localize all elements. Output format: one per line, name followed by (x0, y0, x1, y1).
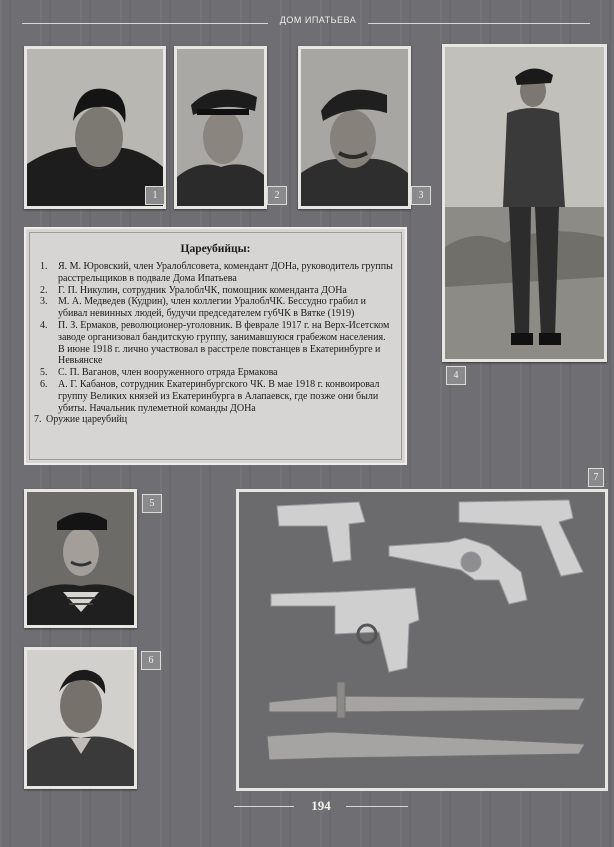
portrait-photo-1 (24, 46, 166, 209)
footer-rule-right (346, 806, 408, 807)
caption-frame (29, 232, 402, 460)
caption-item: 1. Я. М. Юровский, член Уралоблсовета, комендант ДОНа, руководитель группы расстрельщиков в подвале Дома Ипатьева (40, 261, 393, 284)
portrait-image-2 (177, 49, 264, 206)
caption-item: 5. С. П. Ваганов, член вооруженного отряда Ермакова (40, 367, 278, 379)
running-header: ДОМ ИПАТЬЕВА (279, 15, 357, 25)
caption-item: 7. Оружие цареубийц (34, 414, 128, 426)
weapons-photo (236, 489, 608, 791)
portrait-photo-4 (442, 44, 607, 362)
photo-number-6: 6 (141, 651, 161, 670)
caption-item: 4. П. З. Ермаков, революционер-уголовник. В феврале 1917 г. на Верх-Исетском заводе организовал бандитскую группу, занимавшуюся грабежом населения. В июне 1918 г. лично участвовал в расстреле повстанцев в Екатеринбурге и Невьянске (40, 319, 390, 367)
portrait-photo-2 (174, 46, 267, 209)
caption-item: 3. М. А. Медведев (Кудрин), член коллегии УралоблЧК. Бессудно грабил и убивал невинных людей, будучи председателем губЧК в Вятке (1919) (40, 296, 366, 320)
portrait-photo-5 (24, 489, 137, 628)
caption-list (34, 261, 393, 426)
caption-item: 6. А. Г. Кабанов, сотрудник Екатеринбургского ЧК. В мае 1918 г. конвоировал группу Великих князей из Екатеринбурга в Алапаевск, где позже они были убиты. Начальник пулеметной команды ДОНа (40, 378, 380, 414)
weapons-image (239, 492, 605, 788)
portrait-image-3 (301, 49, 408, 206)
portrait-image-6 (27, 650, 134, 786)
portrait-photo-3 (298, 46, 411, 209)
header-rule-left (22, 23, 268, 24)
caption-title: Цареубийцы: (180, 243, 251, 255)
photo-number-2: 2 (267, 186, 287, 205)
photo-number-5: 5 (142, 494, 162, 513)
caption-item: 2. Г. П. Никулин, сотрудник УралоблЧК, помощник коменданта ДОНа (40, 284, 347, 296)
portrait-image-4 (445, 47, 604, 359)
portrait-image-1 (27, 49, 163, 206)
footer-rule-left (234, 806, 294, 807)
portrait-photo-6 (24, 647, 137, 789)
photo-number-4: 4 (446, 366, 466, 385)
caption-box (24, 227, 407, 465)
photo-number-7: 7 (588, 468, 604, 487)
photo-number-3: 3 (411, 186, 431, 205)
page-number: 194 (311, 798, 331, 813)
header-rule-right (368, 23, 590, 24)
portrait-image-5 (27, 492, 134, 625)
photo-number-1: 1 (145, 186, 165, 205)
